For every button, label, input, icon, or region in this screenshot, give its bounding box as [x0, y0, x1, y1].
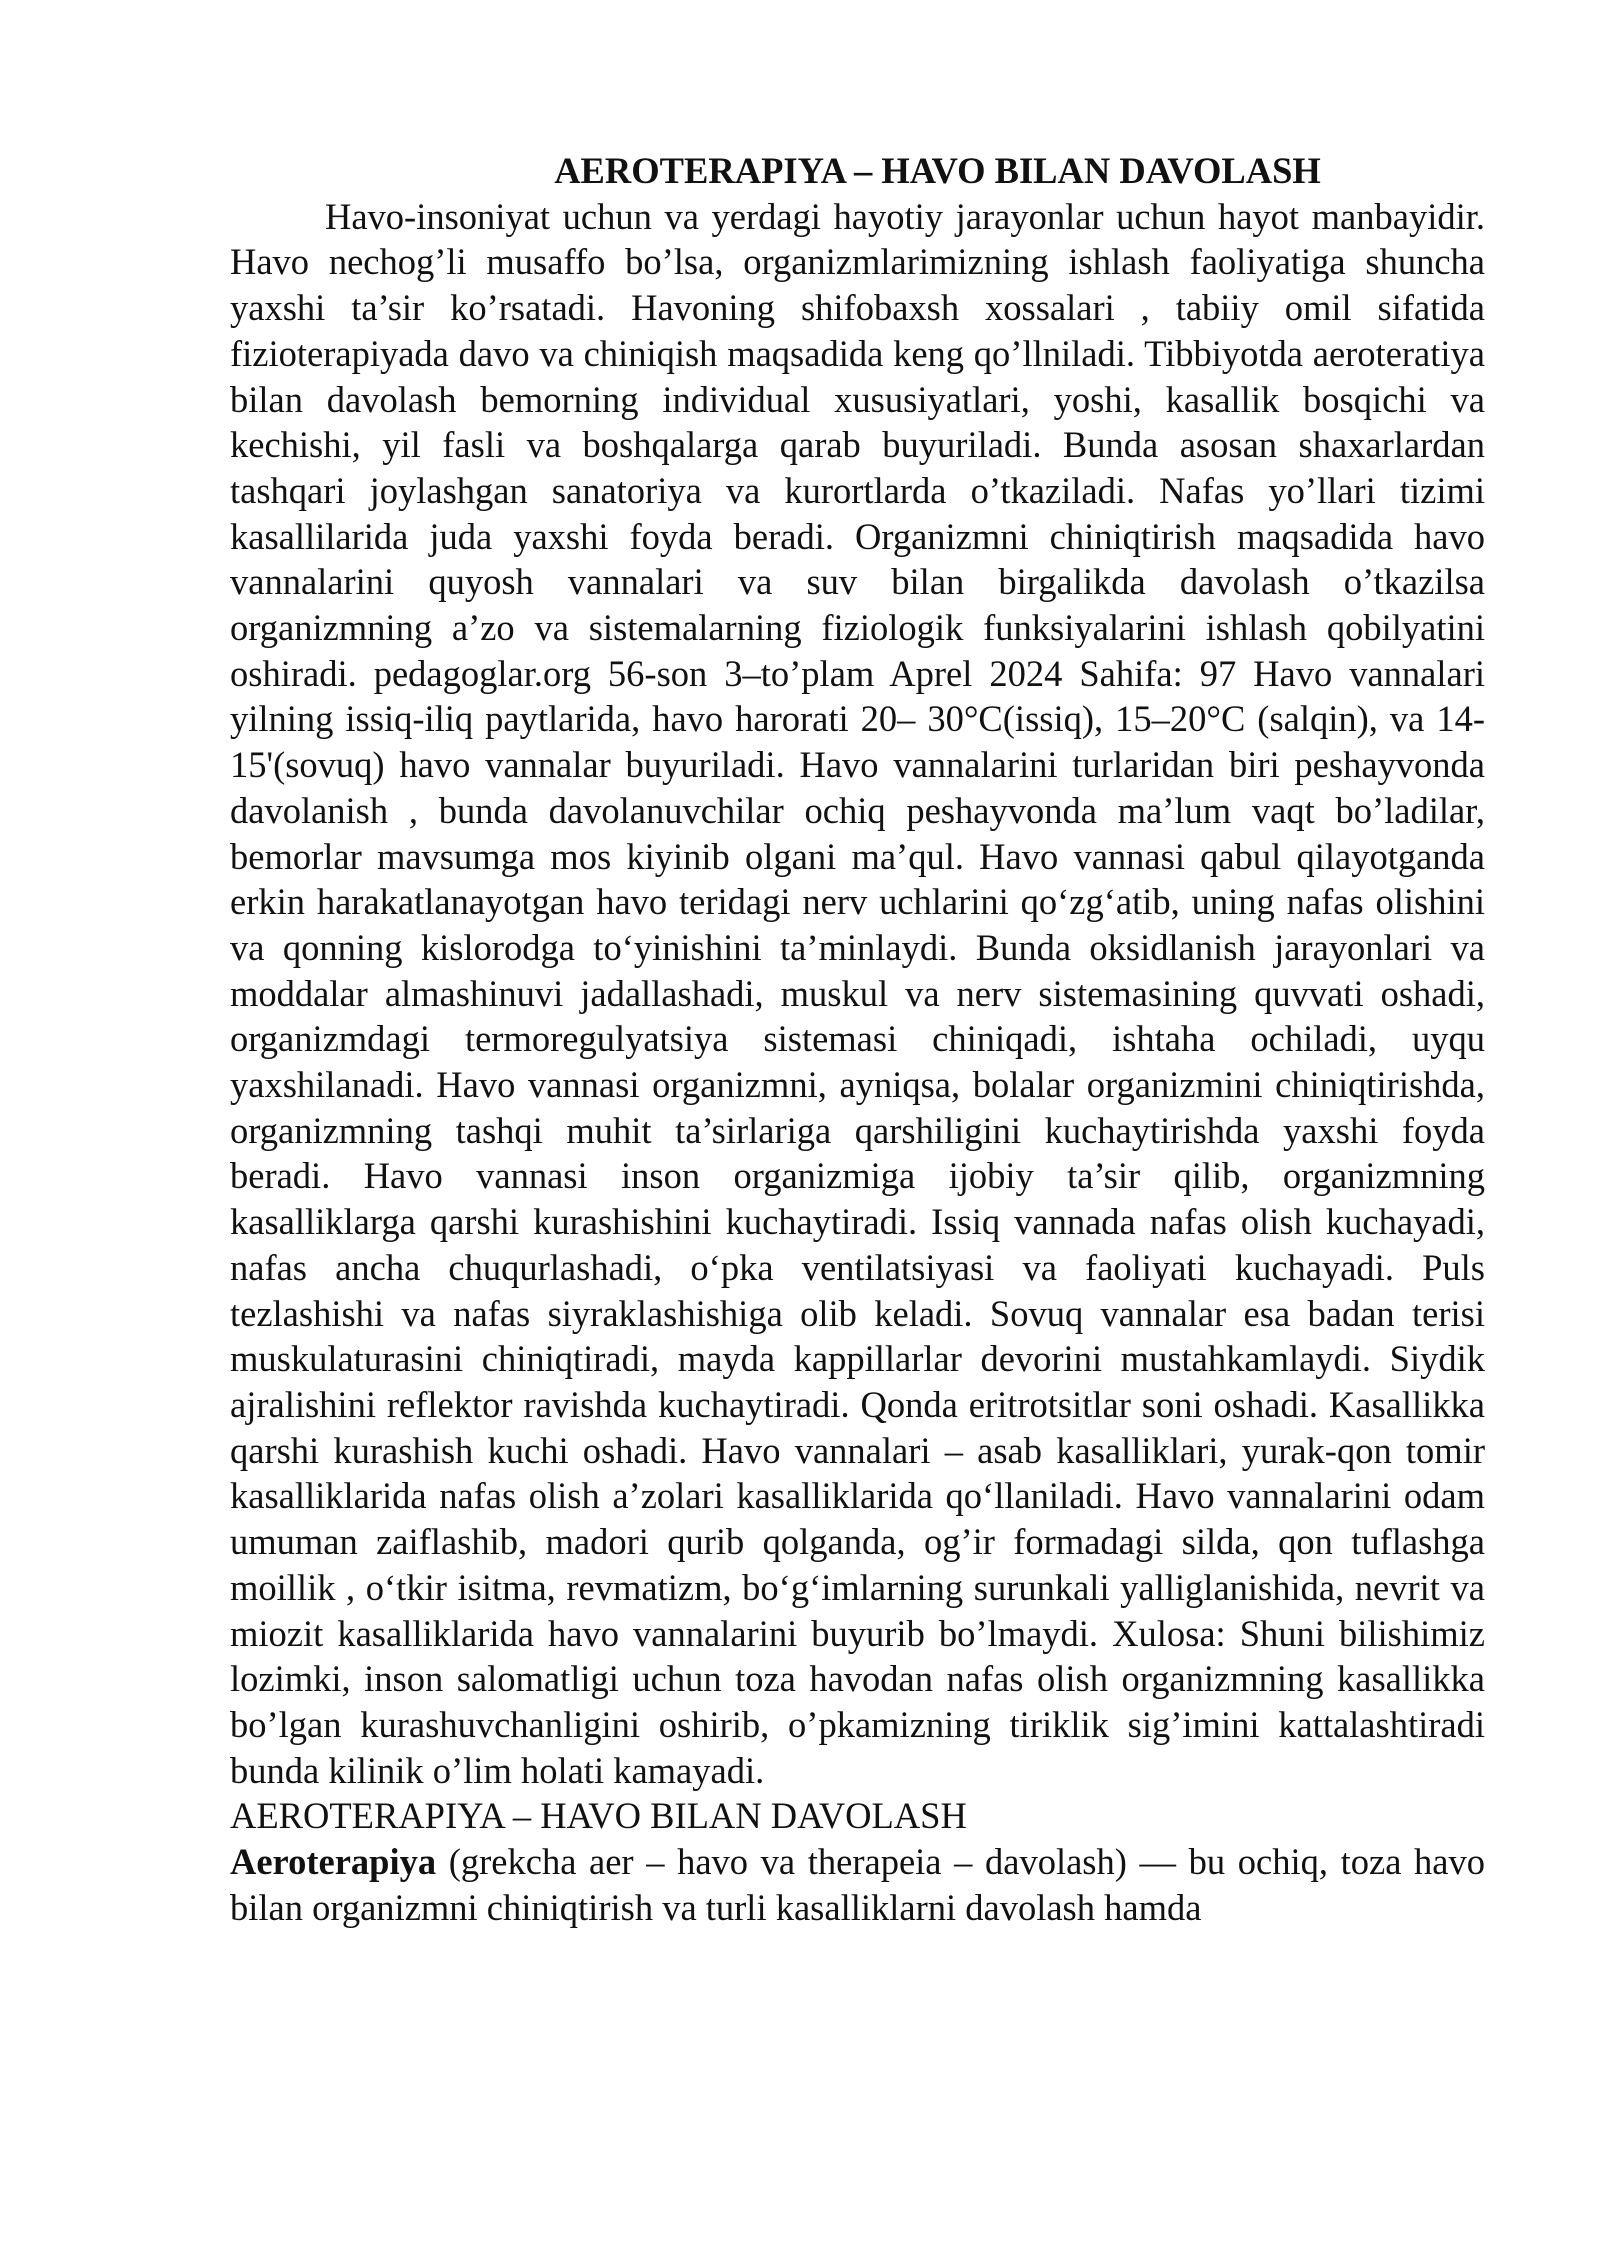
document-content	[230, 148, 1485, 1930]
definition-term: Aeroterapiya	[230, 1841, 437, 1883]
document-title: AEROTERAPIYA – HAVO BILAN DAVOLASH	[554, 150, 1321, 191]
definition-paragraph	[230, 1839, 1485, 1930]
definition-text: (grekcha aer – havo va therapeia – davolash) — bu ochiq, toza havo bilan organizmni chiniqtirish va turli kasalliklarni davolash hamda	[230, 1841, 1485, 1928]
section-subheading: AEROTERAPIYA – HAVO BILAN DAVOLASH	[230, 1795, 967, 1837]
body-paragraph: Havo-insoniyat uchun va yerdagi hayotiy jarayonlar uchun hayot manbayidir. Havo nechog’li musaffo bo’lsa, organizmlarimizning ishlash faoliyatiga shuncha yaxshi ta’sir ko’rsatadi. Havoning shifobaxsh xossalari , tabiiy omil sifatida fizioterapiyada davo va chiniqish maqsadida keng qo’llniladi. Tibbiyotda aeroteratiya bilan davolash bemorning individual xususiyatlari, yoshi, kasallik bosqichi va kechishi, yil fasli va boshqalarga qarab buyuriladi. Bunda asosan shaxarlardan tashqari joylashgan sanatoriya va kurortlarda o’tkaziladi. Nafas yo’llari tizimi kasallilarida juda yaxshi foyda beradi. Organizmni chiniqtirish maqsadida havo vannalarini quyosh vannalari va suv bilan birgalikda davolash o’tkazilsa organizmning a’zo va sistemalarning fiziologik funksiyalarini ishlash qobilyatini oshiradi. pedagoglar.org 56-son 3–to’plam Aprel 2024 Sahifa: 97 Havo vannalari yilning issiq-iliq paytlarida, havo harorati 20– 30°C(issiq), 15–20°C (salqin), va 14-15'(sovuq) havo vannalar buyuriladi. Havo vannalarini turlaridan biri peshayvonda davolanish , bunda davolanuvchilar ochiq peshayvonda ma’lum vaqt bo’ladilar, bemorlar mavsumga mos kiyinib olgani ma’qul. Havo vannasi qabul qilayotganda erkin harakatlanayotgan havo teridagi nerv uchlarini qoʻzgʻatib, uning nafas olishini va qonning kislorodga toʻyinishini taʼminlaydi. Bunda oksidlanish jarayonlari va moddalar almashinuvi jadallashadi, muskul va nerv sistemasining quvvati oshadi, organizmdagi termoregulyatsiya sistemasi chiniqadi, ishtaha ochiladi, uyqu yaxshilanadi. Havo vannasi organizmni, ayniqsa, bolalar organizmini chiniqtirishda, organizmning tashqi muhit ta’sirlariga qarshiligini kuchaytirishda yaxshi foyda beradi. Havo vannasi inson organizmiga ijobiy ta’sir qilib, organizmning kasalliklarga qarshi kurashishini kuchaytiradi. Issiq vannada nafas olish kuchayadi, nafas ancha chuqurlashadi, oʻpka ventilatsiyasi va faoliyati kuchayadi. Puls tezlashishi va nafas siyraklashishiga olib keladi. Sovuq vannalar esa badan terisi muskulaturasini chiniqtiradi, mayda kappillarlar devorini mustahkamlaydi. Siydik ajralishini reflektor ravishda kuchaytiradi. Qonda eritrotsitlar soni oshadi. Kasallikka qarshi kurashish kuchi oshadi. Havo vannalari – asab kasalliklari, yurak-qon tomir kasalliklarida nafas olish a’zolari kasalliklarida qoʻllaniladi. Havo vannalarini odam umuman zaiflashib, madori qurib qolganda, og’ir formadagi silda, qon tuflashga moillik , oʻtkir isitma, revmatizm, boʻgʻimlarning surunkali yalliglanishida, nevrit va miozit kasalliklarida havo vannalarini buyurib bo’lmaydi. Xulosa: Shuni bilishimiz lozimki, inson salomatligi uchun toza havodan nafas olish organizmning kasallikka bo’lgan kurashuvchanligini oshirib, o’pkamizning tiriklik sig’imini kattalashtiradi bunda kilinik o’lim holati kamayadi.	[230, 195, 1485, 1791]
